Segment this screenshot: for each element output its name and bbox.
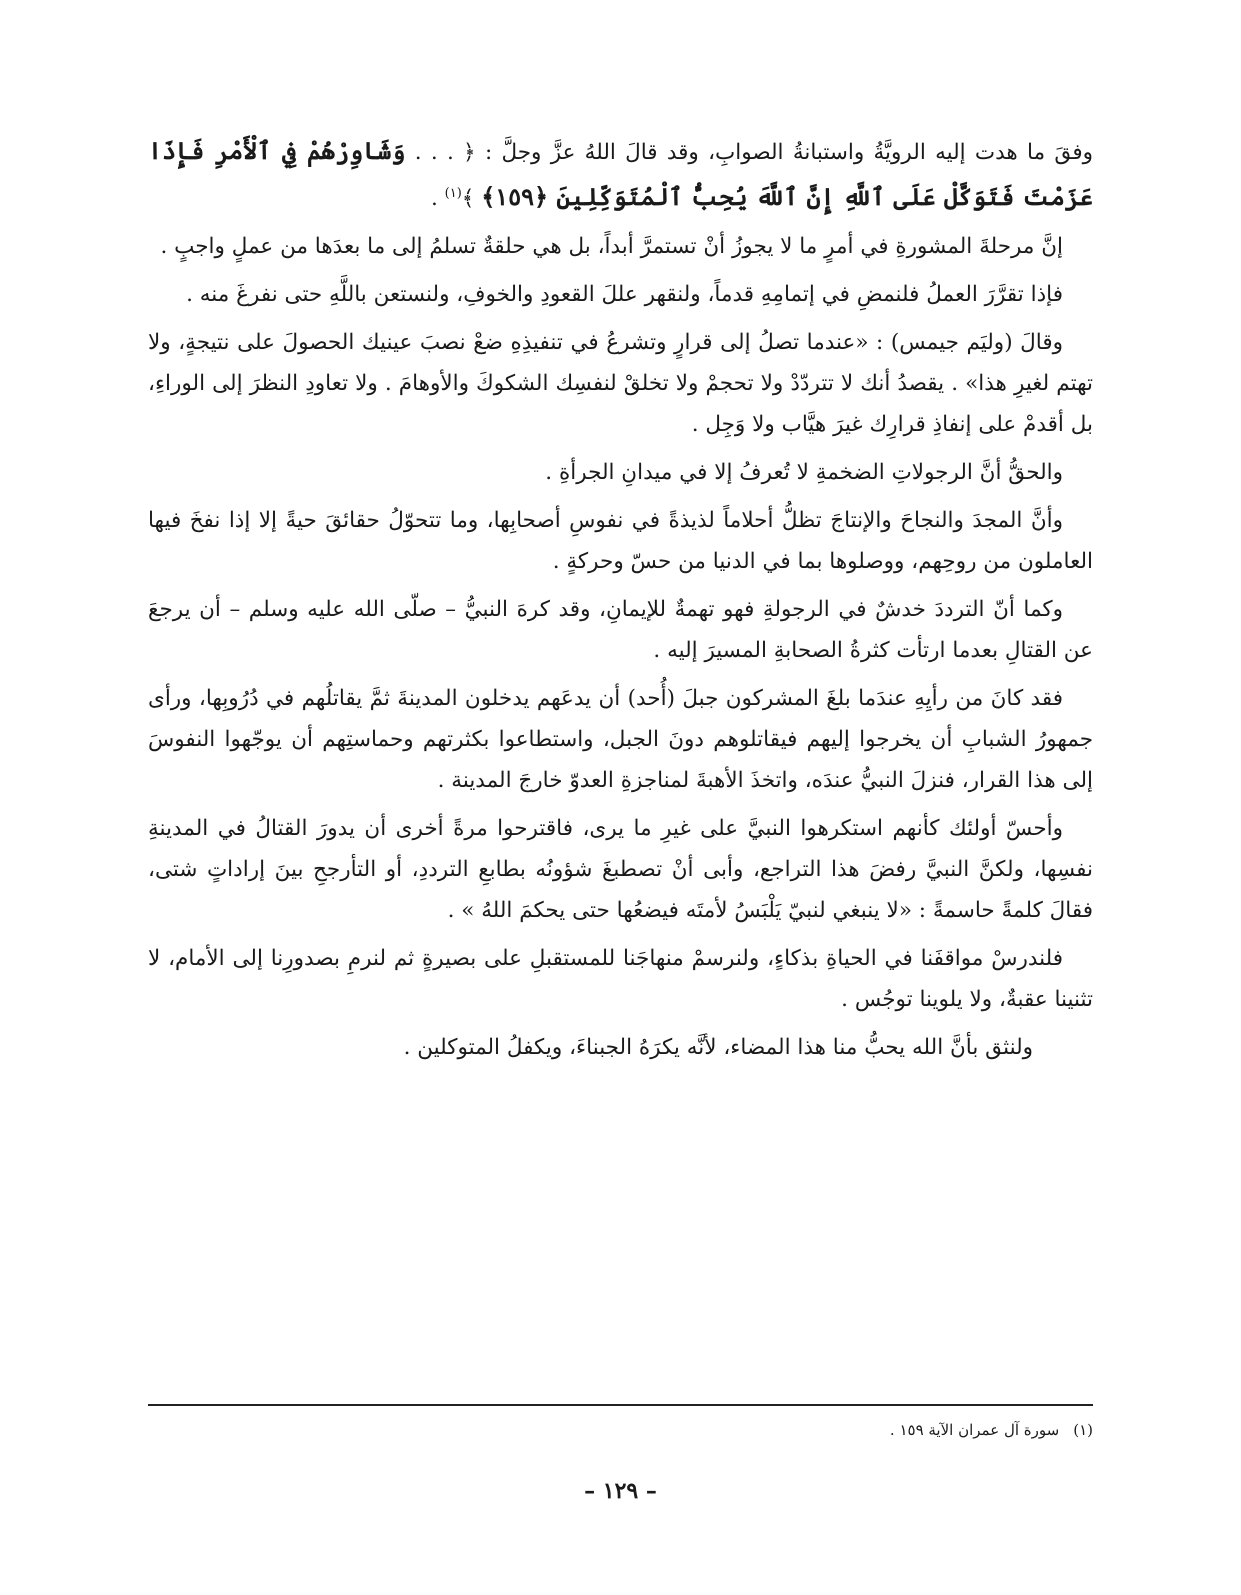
paragraph-9: وأحسّ أولئك كأنهم استكرهوا النبيَّ على غيرِ ما يرى، فاقترحوا مرةً أخرى أن يدورَ القتالُ في المدينةِ نفسِها، ولكنَّ النبيَّ رفضَ هذا التراجع، وأبى أنْ تصطبغَ شؤونُه بطابعِ الترددِ، أو التأرجحِ بينَ إراداتٍ شتى، فقالَ كلمةً حاسمةً : «لا ينبغي لنبيّ يَلْبَسُ لأمتَه فيضعُها حتى يحكمَ اللهُ » . — [148, 816, 1093, 924]
quran-verse: وَشَاوِرْهُمْ فِي ٱلْأَمْرِ فَإِذَا عَزَمْتَ فَتَوَكَّلْ عَلَى ٱللَّهِ إِنَّ ٱللَّهَ يُحِبُّ ٱلْمُتَوَكِّلِينَ ﴿١٥٩﴾ — [148, 136, 1093, 212]
paragraph-1-end: . — [430, 186, 445, 212]
paragraph-10: فلندرسْ مواقفَنا في الحياةِ بذكاءٍ، ولنرسمْ منهاجَنا للمستقبلِ على بصيرةٍ ثم لنرمِ بصدورِنا إلى الأمام، لا تثنينا عقبةٌ، ولا يلوينا توجُس . — [148, 946, 1093, 1013]
paragraph-8: فقد كانَ من رأيِهِ عندَما بلغَ المشركون جبلَ (أُحد) أن يدعَهم يدخلون المدينةَ ثمَّ يقاتلُهم في دُرُوبِها، ورأى جمهورُ الشبابِ أن يخرجوا إليهم فيقاتلوهم دونَ الجبل، واستطاعوا بكثرتهم وحماستِهم أن يوجّهوا النفوسَ إلى هذا القرار، فنزلَ النبيُّ عندَه، واتخذَ الأهبةَ لمناجزةِ العدوّ خارجَ المدينة . — [148, 686, 1093, 794]
paragraph-11: ولنثق بأنَّ الله يحبُّ منا هذا المضاء، لأنَّه يكرَهُ الجبناءَ، ويكفلُ المتوكلين . — [403, 1035, 1033, 1061]
footnote-text: سورة آل عمران الآية ١٥٩ . — [889, 1421, 1060, 1439]
paragraph-3: فإذا تقرَّرَ العملُ فلنمضِ في إتمامِهِ قدماً، ولنقهر عللَ القعودِ والخوفِ، ولنستعن باللَّهِ حتى نفرغَ منه . — [186, 282, 1063, 308]
footnote-divider — [148, 1404, 1093, 1406]
paragraph-6: وأنَّ المجدَ والنجاحَ والإنتاجَ تظلُّ أحلاماً لذيذةً في نفوسِ أصحابِها، وما تتحوّلُ حقائقَ حيةً إلا إذا نفخَ فيها العاملون من روحِهم، ووصلوها بما في الدنيا من حسّ وحركةٍ . — [148, 508, 1093, 575]
paragraph-4: وقالَ (وليَم جيمس) : «عندما تصلُ إلى قرارٍ وتشرعُ في تنفيذِهِ ضعْ نصبَ عينيك الحصولَ على نتيجةٍ، ولا تهتم لغيرِ هذا» . يقصدُ أنك لا تتردّدْ ولا تحجمْ ولا تخلقْ لنفسِك الشكوكَ والأوهامَ . ولا تعاودِ النظرَ إلى الوراءِ، بل أقدمْ على إنفاذِ قرارِك غيرَ هيَّاب ولا وَجِل . — [148, 330, 1093, 438]
footnote-reference: (١) — [444, 186, 462, 201]
footnote-number: (١) — [1073, 1421, 1093, 1439]
paragraph-2: إنَّ مرحلةَ المشورةِ في أمرٍ ما لا يجوزُ أنْ تستمرَّ أبداً، بل هي حلقةٌ تسلمُ إلى ما بعدَها من عملٍ واجبٍ . — [160, 234, 1063, 260]
paragraph-5: والحقُّ أنَّ الرجولاتِ الضخمةِ لا تُعرفُ إلا في ميدانِ الجرأةِ . — [545, 460, 1063, 486]
quran-close: ﴾ — [461, 186, 482, 212]
footnote — [148, 1418, 1093, 1442]
paragraph-1-intro: وفقَ ما هدت إليه الرويَّةُ واستبانةُ الصوابِ، وقد قالَ اللهُ عزَّ وجلَّ : ﴿ . . . — [405, 140, 1093, 165]
page-body — [148, 130, 1093, 1075]
page-number: – ١٢٩ – — [584, 1478, 657, 1504]
paragraph-7: وكما أنّ الترددَ خدشٌ في الرجولةِ فهو تهمةٌ للإيمانِ، وقد كرهَ النبيُّ – صلّى الله عليه وسلم – أن يرجعَ عن القتالِ بعدما ارتأت كثرةُ الصحابةِ المسيرَ إليه . — [148, 597, 1093, 664]
paragraph-1 — [148, 130, 1093, 219]
